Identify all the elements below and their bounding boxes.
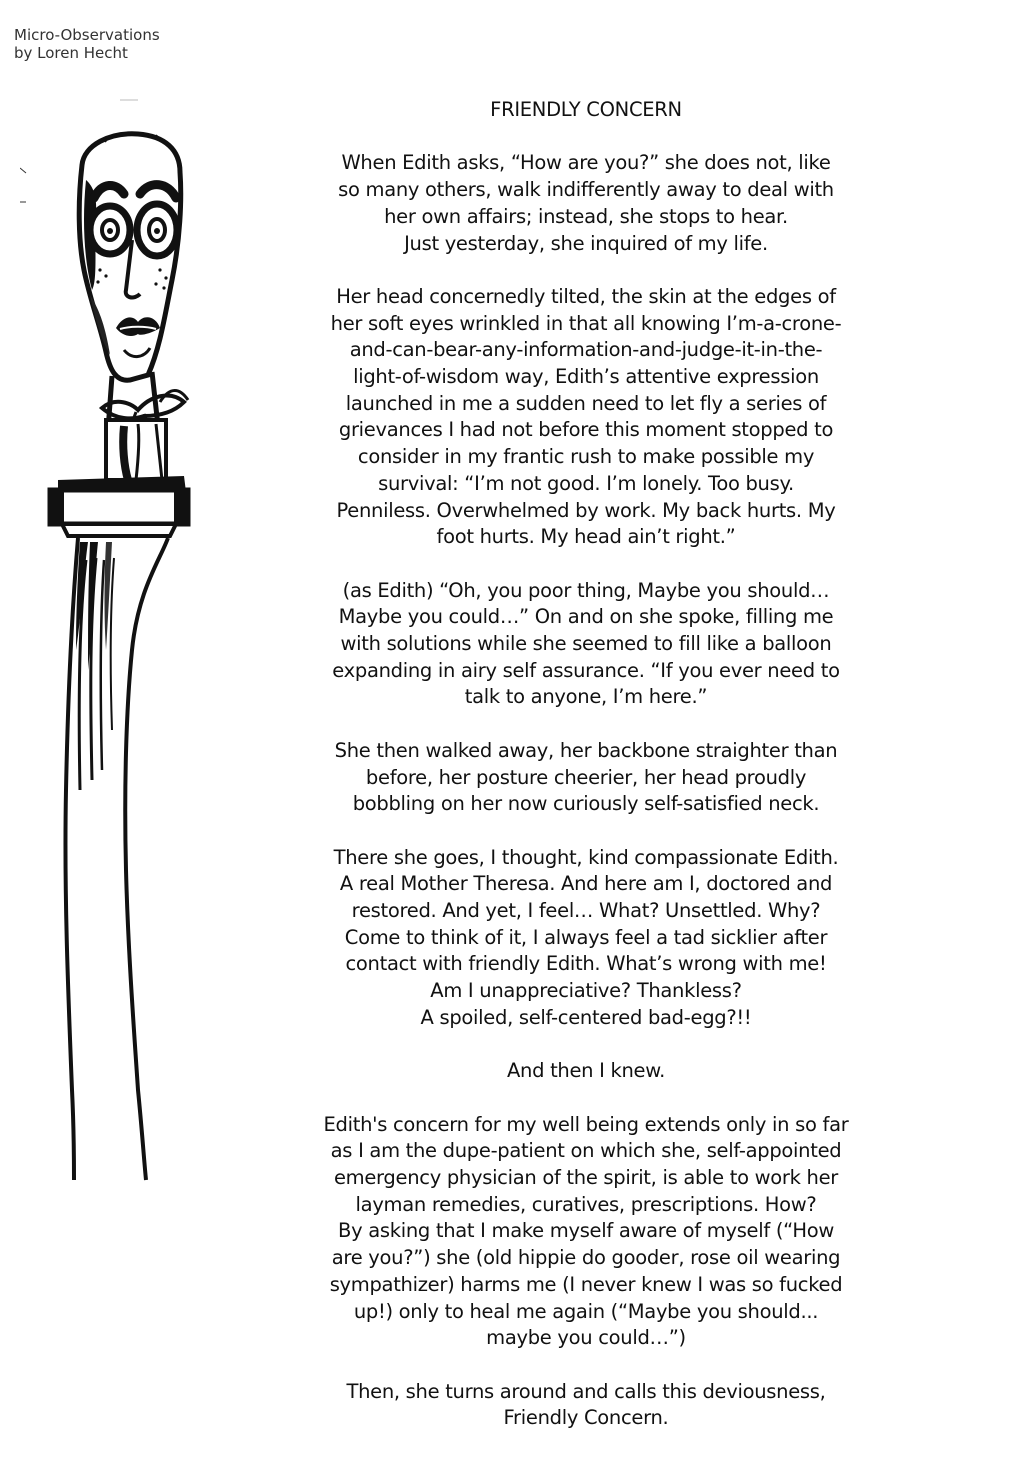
- page-header: [14, 26, 160, 62]
- poem-line: grievances I had not before this moment stopped to: [338, 418, 834, 442]
- stanza: [286, 1379, 886, 1432]
- poem-line: her own affairs; instead, she stops to hear.: [384, 204, 788, 228]
- figure-on-column-illustration: [20, 90, 200, 1185]
- stanza: [286, 1058, 886, 1085]
- poem-line: restored. And yet, I feel… What? Unsettled. Why?: [351, 899, 821, 923]
- stanza: [286, 284, 886, 551]
- column-shaft: [65, 538, 168, 1180]
- stanza: [286, 1112, 886, 1352]
- stanza: [286, 150, 886, 257]
- poem-line: talk to anyone, I’m here.”: [464, 685, 708, 709]
- poem-line: And then I knew.: [507, 1059, 665, 1083]
- poem-line: before, her posture cheerier, her head proudly: [365, 765, 807, 789]
- poem-line: with solutions while she seemed to fill like a balloon: [340, 632, 832, 656]
- poem-line: A spoiled, self-centered bad-egg?!!: [420, 1005, 752, 1029]
- poem-line: up!) only to heal me again (“Maybe you should...: [353, 1299, 819, 1323]
- poem-line: Come to think of it, I always feel a tad sicklier after: [344, 925, 828, 949]
- stanza: [286, 578, 886, 712]
- column-capital: [50, 476, 188, 536]
- stanza: [286, 845, 886, 1032]
- poem-line: layman remedies, curatives, prescriptions. How?: [355, 1192, 817, 1216]
- poem-title: FRIENDLY CONCERN: [490, 98, 682, 121]
- author-byline: by Loren Hecht: [14, 44, 128, 62]
- figure-body: [106, 420, 166, 480]
- poem-line: consider in my frantic rush to make possible my: [357, 445, 815, 469]
- stanza: [286, 738, 886, 818]
- poem-line: Am I unappreciative? Thankless?: [430, 979, 742, 1003]
- poem-line: (as Edith) “Oh, you poor thing, Maybe you should…: [342, 578, 830, 602]
- poem-line: Just yesterday, she inquired of my life.: [404, 231, 768, 255]
- poem-line: foot hurts. My head ain’t right.”: [436, 525, 736, 549]
- poem-line: her soft eyes wrinkled in that all knowing I’m-a-crone-: [330, 311, 842, 335]
- poem-line: as I am the dupe-patient on which she, self-appointed: [330, 1139, 842, 1163]
- poem-line: A real Mother Theresa. And here am I, doctored and: [339, 872, 833, 896]
- poem-line: contact with friendly Edith. What’s wrong with me!: [345, 952, 827, 976]
- left-eye: [90, 206, 130, 254]
- poem-line: emergency physician of the spirit, is able to work her: [333, 1166, 839, 1190]
- poem: [286, 97, 886, 1459]
- poem-line: and-can-bear-any-information-and-judge-it-in-the-: [349, 338, 823, 362]
- poem-line: survival: “I’m not good. I’m lonely. Too busy.: [378, 471, 794, 495]
- poem-line: There she goes, I thought, kind compassionate Edith.: [333, 845, 839, 869]
- poem-line: are you?”) she (old hippie do gooder, rose oil wearing: [331, 1246, 841, 1270]
- poem-line: Penniless. Overwhelmed by work. My back hurts. My: [336, 498, 836, 522]
- poem-line: By asking that I make myself aware of myself (“How: [338, 1219, 834, 1243]
- poem-line: sympathizer) harms me (I never knew I was so fucked: [329, 1272, 843, 1296]
- poem-line: Then, she turns around and calls this deviousness,: [346, 1379, 826, 1403]
- poem-line: bobbling on her now curiously self-satisfied neck.: [352, 792, 820, 816]
- poem-line: When Edith asks, “How are you?” she does not, like: [341, 151, 831, 175]
- poem-line: She then walked away, her backbone straighter than: [334, 738, 838, 762]
- poem-line: so many others, walk indifferently away to deal with: [338, 178, 834, 202]
- series-title: Micro-Observations: [14, 26, 160, 44]
- figure-head: [79, 132, 181, 380]
- right-eye: [137, 204, 177, 256]
- poem-line: launched in me a sudden need to let fly a series of: [345, 391, 827, 415]
- poem-line: Her head concernedly tilted, the skin at the edges of: [336, 284, 836, 308]
- poem-line: Maybe you could…” On and on she spoke, filling me: [338, 605, 834, 629]
- poem-line: light-of-wisdom way, Edith’s attentive expression: [353, 365, 819, 388]
- poem-line: Edith's concern for my well being extends only in so far: [323, 1112, 849, 1136]
- poem-line: maybe you could…”): [486, 1326, 686, 1350]
- poem-line: expanding in airy self assurance. “If you ever need to: [332, 658, 840, 682]
- poem-line: Friendly Concern.: [503, 1406, 669, 1430]
